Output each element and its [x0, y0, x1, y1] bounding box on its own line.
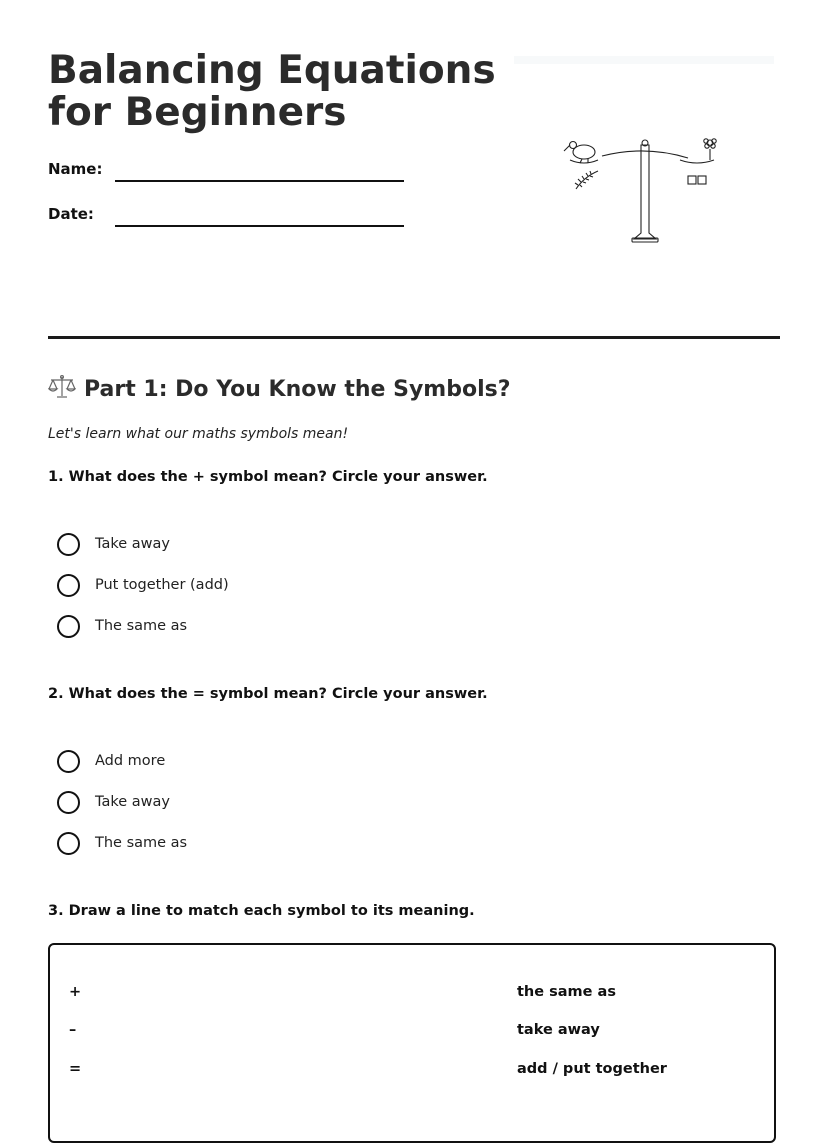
answer-circle[interactable] [57, 791, 80, 814]
part1-title: Part 1: Do You Know the Symbols? [84, 377, 511, 402]
decorative-strip [514, 56, 774, 64]
name-label: Name: [48, 160, 103, 178]
answer-circle[interactable] [57, 832, 80, 855]
answer-circle[interactable] [57, 615, 80, 638]
option-label: The same as [95, 835, 188, 851]
name-field[interactable] [115, 180, 404, 182]
date-label: Date: [48, 205, 94, 223]
answer-circle[interactable] [57, 574, 80, 597]
meaning-same-as[interactable]: the same as [517, 984, 616, 1000]
symbol-equals[interactable]: = [69, 1061, 82, 1077]
worksheet-title: Balancing Equations for Beginners [48, 48, 496, 135]
q2-option-3[interactable] [57, 831, 187, 855]
answer-circle[interactable] [57, 533, 80, 556]
q2-option-1[interactable] [57, 749, 165, 773]
part1-heading [48, 374, 511, 402]
date-field[interactable] [115, 225, 404, 227]
option-label: Put together (add) [95, 577, 229, 593]
answer-circle[interactable] [57, 750, 80, 773]
question-3-prompt: 3. Draw a line to match each symbol to its meaning. [48, 903, 475, 919]
section-divider [48, 336, 780, 339]
option-label: Take away [95, 536, 170, 552]
option-label: The same as [95, 618, 188, 634]
symbol-plus[interactable]: + [69, 984, 82, 1000]
q1-option-1[interactable] [57, 532, 170, 556]
q2-option-2[interactable] [57, 790, 170, 814]
balance-scale-icon [48, 374, 76, 400]
question-2-prompt: 2. What does the = symbol mean? Circle your answer. [48, 686, 488, 702]
question-1-prompt: 1. What does the + symbol mean? Circle your answer. [48, 469, 488, 485]
q1-option-2[interactable] [57, 573, 229, 597]
matching-box[interactable] [48, 943, 776, 1143]
q1-option-3[interactable] [57, 614, 187, 638]
meaning-add[interactable]: add / put together [517, 1061, 667, 1077]
meaning-take-away[interactable]: take away [517, 1022, 600, 1038]
symbol-minus[interactable]: – [69, 1022, 77, 1038]
part1-intro: Let's learn what our maths symbols mean! [48, 426, 349, 442]
balance-scale-icon [562, 133, 724, 245]
option-label: Take away [95, 794, 170, 810]
option-label: Add more [95, 753, 166, 769]
